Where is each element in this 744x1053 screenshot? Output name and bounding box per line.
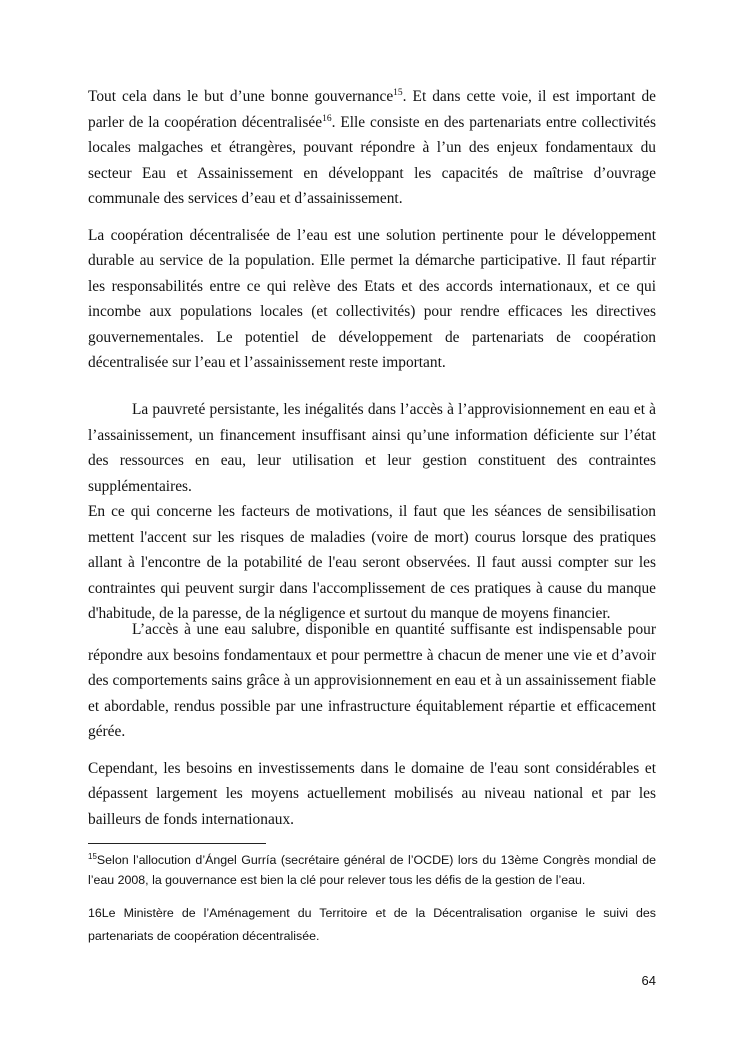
paragraph-text: . Elle consiste en des partenariats entre collectivités locales malgaches et étrangères, pouvant répondre à l’un des enjeux fondamentaux du secteur Eau et Assainissement en développant les capacités de maîtrise d’ouvrage communale des services d’eau et d’assainissement. xyxy=(88,113,656,207)
body-text-middle xyxy=(88,397,656,627)
footnote-ref-16: 16 xyxy=(322,113,332,124)
paragraph-poverty: La pauvreté persistante, les inégalités dans l’accès à l’approvisionnement en eau et à l’assainissement, un financement insuffisant ainsi qu’une information déficiente sur l’état des ressources en eau, leur utilisation et leur gestion constituent des contraintes supplémentaires. xyxy=(88,401,656,495)
body-text-bottom xyxy=(88,617,656,832)
footnote-ref-15: 15 xyxy=(393,87,403,98)
footnote-15 xyxy=(88,850,656,890)
body-text-top xyxy=(88,84,656,376)
paragraph-cooperation: La coopération décentralisée de l’eau est une solution pertinente pour le développement durable au service de la population. Elle permet la démarche participative. Il faut répartir les responsabilités entre ce qui relève des Etats et des accords internationaux, et ce qui incombe aux populations locales (et collectivités) pour rendre efficaces les directives gouvernementales. Le potentiel de développement de partenariats de coopération décentralisée sur l’eau et l’assainissement reste important. xyxy=(88,226,656,371)
paragraph-motivations: En ce qui concerne les facteurs de motivations, il faut que les séances de sensibilisation mettent l'accent sur les risques de maladies (voire de mort) courus lorsque des pratiques allant à l'encontre de la potabilité de l'eau seront observées. Il faut aussi compter sur les contraintes qui peuvent surgir dans l'accomplissement de ces pratiques à cause du manque d'habitude, de la paresse, de la négligence et surtout du manque de moyens financier. xyxy=(88,503,656,622)
paragraph-governance xyxy=(88,84,656,212)
footnote-marker-15: 15 xyxy=(88,851,97,861)
footnote-16 xyxy=(88,902,656,948)
footnote-15-text: Selon l’allocution d’Ángel Gurría (secrétaire général de l’OCDE) lors du 13ème Congrès mondial de l’eau 2008, la gouvernance est bien la clé pour relever tous les défis de la gestion de l’eau. xyxy=(88,853,656,887)
paragraph-access: L’accès à une eau salubre, disponible en quantité suffisante est indispensable pour répondre aux besoins fondamentaux et pour permettre à chacun de mener une vie et d’avoir des comportements sains grâce à un approvisionnement en eau et à un assainissement fiable et abordable, rendus possible par une infrastructure équitablement répartie et efficacement gérée. xyxy=(88,621,656,740)
paragraph-text: . Et dans cette voie, il est important de parler de la coopération décentralisée xyxy=(88,88,656,131)
page-number: 64 xyxy=(641,973,656,988)
paragraph-text: Tout cela dans le but d’une bonne gouvernance xyxy=(88,88,394,105)
footnote-separator xyxy=(88,843,266,844)
paragraph-investments: Cependant, les besoins en investissements dans le domaine de l'eau sont considérables et dépassent largement les moyens actuellement mobilisés au niveau national et par les bailleurs de fonds internationaux. xyxy=(88,759,656,828)
footnote-16-text: 16Le Ministère de l’Aménagement du Territoire et de la Décentralisation organise le suivi des partenariats de coopération décentralisée. xyxy=(88,906,656,943)
